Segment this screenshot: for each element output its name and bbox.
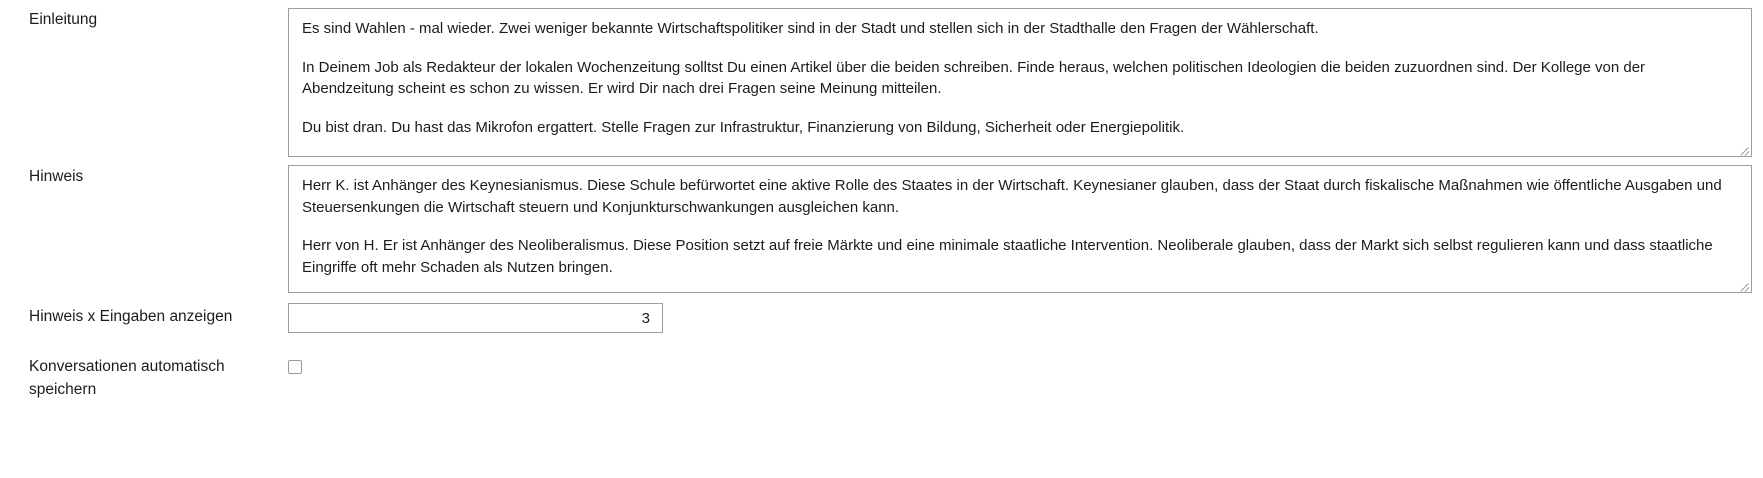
field-hinweis-x-eingaben: [288, 303, 1763, 333]
form-row-konversationen-speichern: [0, 355, 1763, 401]
label-einleitung: [0, 8, 288, 31]
einleitung-paragraph-1: Es sind Wahlen - mal wieder. Zwei weniger bekannte Wirtschaftspolitiker sind in der Stadt und stellen sich in der Stadthalle den Fragen der Wählerschaft.: [302, 20, 1319, 37]
label-konversationen-speichern-text: Konversationen automatisch speichern: [29, 358, 225, 398]
field-hinweis: [288, 165, 1763, 293]
konversationen-speichern-checkbox[interactable]: [288, 360, 302, 374]
hinweis-paragraph-1: Herr K. ist Anhänger des Keynesianismus. Diese Schule befürwortet eine aktive Rolle des Staates in der Wirtschaft. Keynesianer glauben, dass der Staat durch fiskalische Maßnahmen wie öffentliche Ausgaben und Steuersenkungen die Wirtschaft steuern und Konjunkturschwankungen ausgleichen kann.: [302, 177, 1722, 216]
label-hinweis: [0, 165, 288, 188]
label-hinweis-text: Hinweis: [29, 168, 84, 185]
form-row-einleitung: [0, 8, 1763, 157]
resize-handle-icon[interactable]: [1737, 142, 1750, 155]
label-hinweis-x-eingaben-text: Hinweis x Eingaben anzeigen: [29, 308, 233, 325]
resize-handle-icon[interactable]: [1737, 278, 1750, 291]
label-einleitung-text: Einleitung: [29, 11, 98, 28]
hinweis-x-eingaben-input[interactable]: [288, 303, 663, 333]
einleitung-textarea[interactable]: [288, 8, 1752, 157]
label-konversationen-speichern: [0, 355, 288, 401]
hinweis-paragraph-2: Herr von H. Er ist Anhänger des Neoliberalismus. Diese Position setzt auf freie Märkte und eine minimale staatliche Intervention. Neoliberale glauben, dass der Markt sich selbst regulieren kann und dass staatliche Eingriffe oft mehr Schaden als Nutzen bringen.: [302, 237, 1713, 276]
field-einleitung: [288, 8, 1763, 157]
einleitung-paragraph-3: Du bist dran. Du hast das Mikrofon ergattert. Stelle Fragen zur Infrastruktur, Finanzierung von Bildung, Sicherheit oder Energiepolitik.: [302, 118, 1185, 136]
einleitung-paragraph-2: In Deinem Job als Redakteur der lokalen Wochenzeitung solltst Du einen Artikel über die beiden schreiben. Finde heraus, welchen politischen Ideologien die beiden zuzuordnen sind. Der Kollege von der Abendzeitung scheint es schon zu wissen. Er wird Dir nach drei Fragen seine Meinung mitteilen.: [302, 58, 1646, 97]
form-row-hinweis: [0, 165, 1763, 293]
hinweis-textarea[interactable]: [288, 165, 1752, 293]
form-row-hinweis-x-eingaben: [0, 303, 1763, 333]
label-hinweis-x-eingaben: [0, 303, 288, 328]
field-konversationen-speichern: [288, 355, 1763, 374]
